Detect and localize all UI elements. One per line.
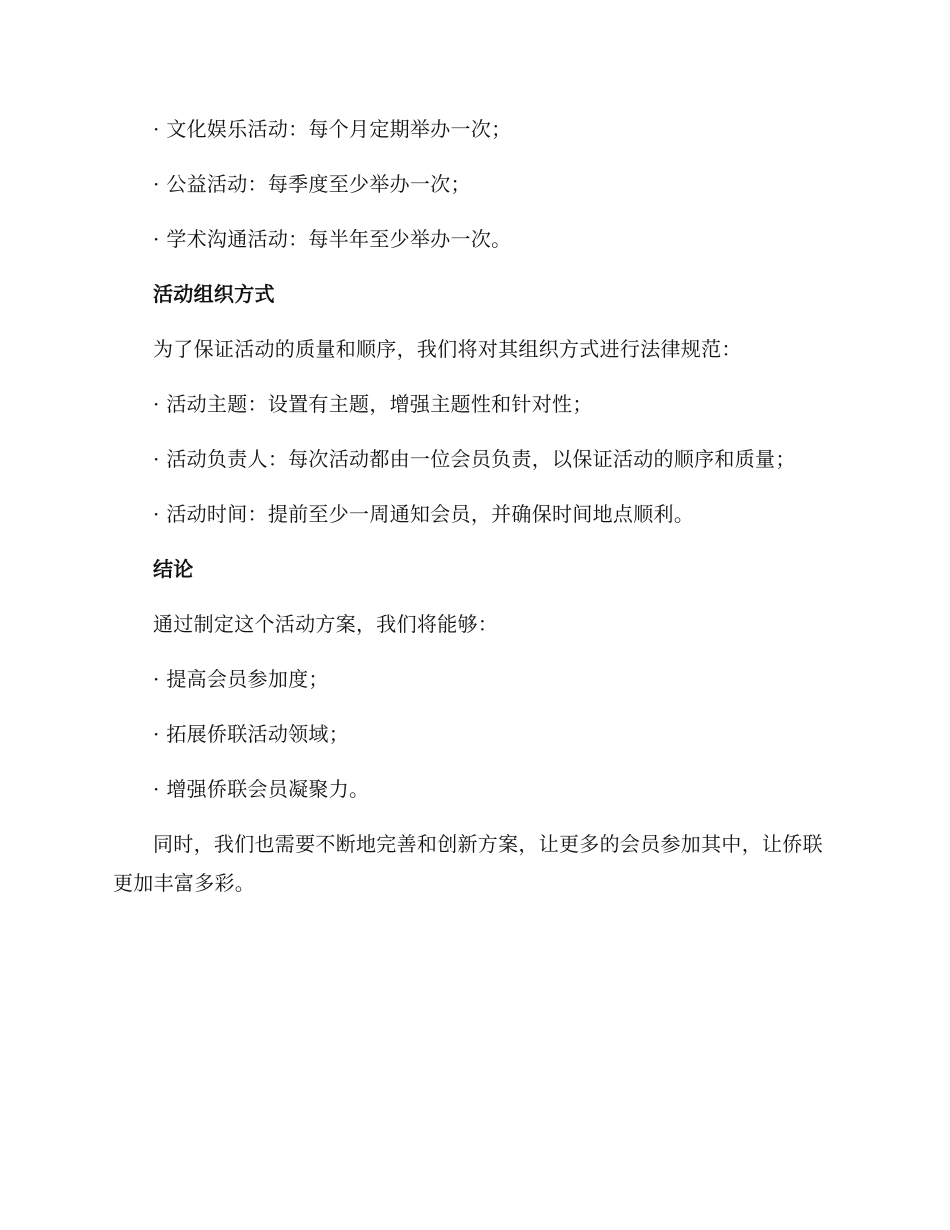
list-item: · 提高会员参加度； bbox=[153, 667, 329, 691]
list-item: · 活动负责人：每次活动都由一位会员负责，以保证活动的顺序和质量； bbox=[153, 447, 796, 471]
section-intro-organization: 为了保证活动的质量和顺序，我们将对其组织方式进行法律规范： bbox=[153, 337, 742, 361]
list-item: · 公益活动：每季度至少举办一次； bbox=[153, 172, 471, 196]
document-body bbox=[113, 110, 833, 919]
list-item: · 拓展侨联活动领域； bbox=[153, 722, 350, 746]
list-item: · 增强侨联会员凝聚力。 bbox=[153, 777, 370, 801]
list-item: · 活动主题：设置有主题，增强主题性和针对性； bbox=[153, 392, 593, 416]
list-item: · 活动时间：提前至少一周通知会员，并确保时间地点顺利。 bbox=[153, 502, 695, 526]
list-item: · 文化娱乐活动：每个月定期举办一次； bbox=[153, 117, 512, 141]
closing-paragraph: 同时，我们也需要不断地完善和创新方案，让更多的会员参加其中，让侨联更加丰富多彩。 bbox=[113, 832, 823, 895]
list-item: · 学术沟通活动：每半年至少举办一次。 bbox=[153, 227, 512, 251]
section-intro-conclusion: 通过制定这个活动方案，我们将能够： bbox=[153, 612, 499, 636]
section-heading-organization: 活动组织方式 bbox=[153, 282, 275, 306]
section-heading-conclusion: 结论 bbox=[153, 557, 194, 581]
